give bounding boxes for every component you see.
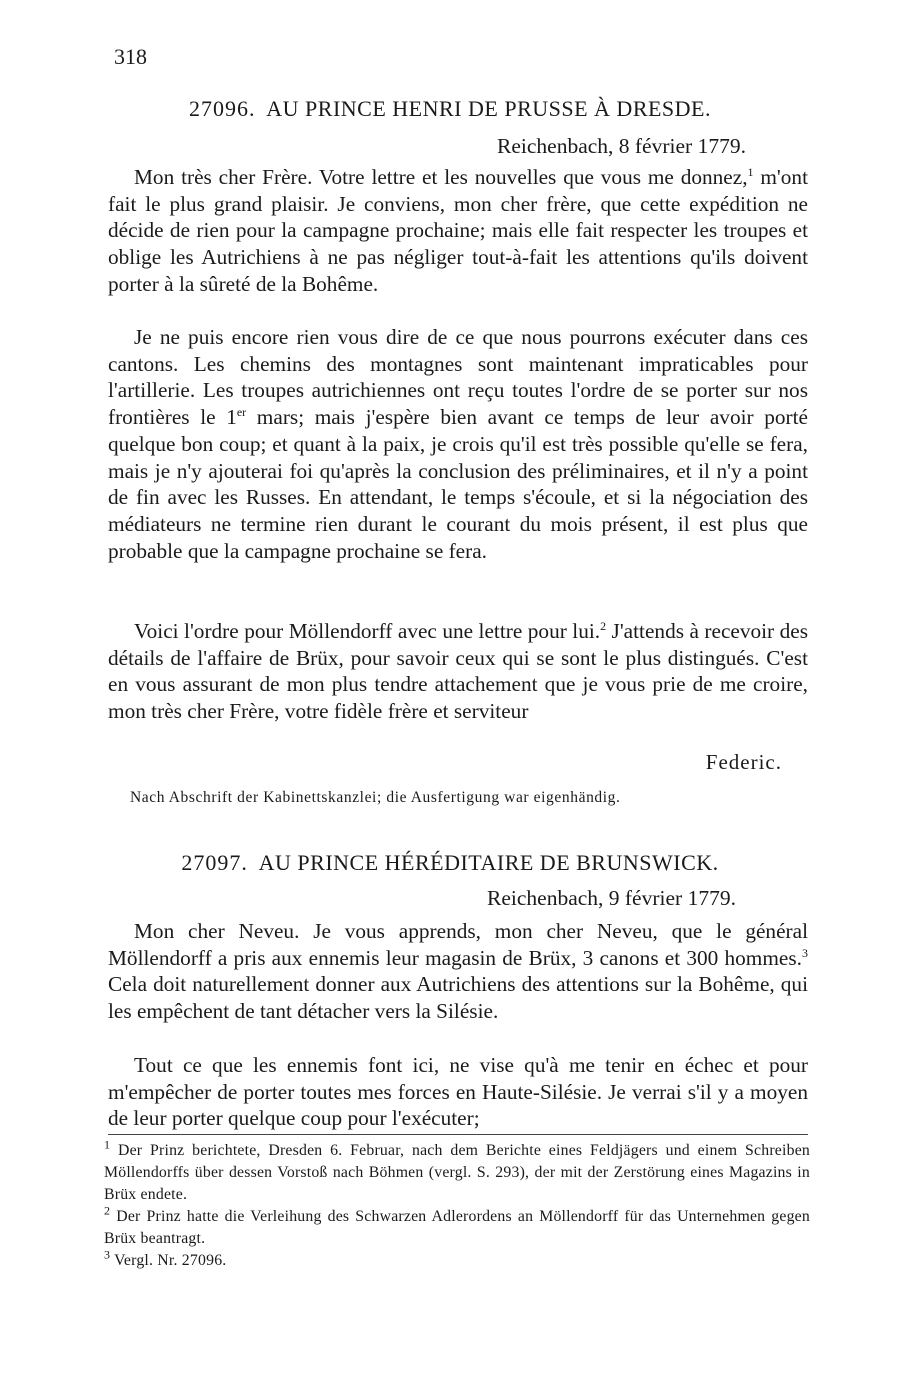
- letter-heading: [0, 850, 900, 876]
- footnote-divider: [108, 1134, 808, 1135]
- letter-number: 27096.: [188, 96, 256, 121]
- superscript: er: [236, 405, 247, 420]
- footnote: $^2$ Der Prinz hatte die Verleihung des Schwarzen Adlerordens an Möllendorff für das Unternehmen gegen Brüx beantragt.: [104, 1203, 810, 1247]
- footnote: $^1$ Der Prinz berichtete, Dresden 6. Februar, nach dem Berichte eines Feldjägers und einem Schreiben Möllendorffs über dessen Vorstoß nach Böhmen (vergl. S. 293), der mit der Zerstörung eines Magazins in Brüx endete.: [104, 1137, 811, 1203]
- letter-paragraph: Tout ce que les ennemis font ici, ne vise qu'à me tenir en échec et pour m'empêcher de porter toutes mes forces en Haute-Silésie. Je verrai s'il y a moyen de leur porter quelque coup pour l'exécuter;: [108, 1053, 808, 1131]
- source-note: Nach Abschrift der Kabinettskanzlei; die Ausfertigung war eigenhändig.: [130, 789, 621, 806]
- page-number: 318: [114, 44, 147, 69]
- footnote-ref: 1: [747, 164, 754, 179]
- letter-heading: [0, 96, 900, 122]
- letter-title: AU PRINCE HÉRÉDITAIRE DE BRUNSWICK.: [258, 850, 719, 875]
- letter-dateline: Reichenbach, 9 février 1779.: [487, 886, 736, 910]
- letter-paragraph: Mon cher Neveu. Je vous apprends, mon cher Neveu, que le général Möllendorff a pris aux ennemis leur magasin de Brüx, 3 canons et 300 hommes.$^3$ Cela doit naturellement donner aux Autrichiens des attentions sur la Bohême, qui les empêchent de tant détacher vers la Silésie.: [108, 919, 808, 1024]
- letter-number: 27097.: [181, 850, 248, 875]
- footnote: $^3$ Vergl. Nr. 27096.: [104, 1247, 227, 1269]
- letter-paragraph: Mon très cher Frère. Votre lettre et les nouvelles que vous me donnez,$^1$ m'ont fait le plus grand plaisir. Je conviens, mon cher frère, que cette expédition ne décide de rien pour la campagne prochaine; mais elle fait respecter les troupes et oblige les Autrichiens à ne pas négliger tout-à-fait les attentions qu'ils doivent porter à la sûreté de la Bohême.: [108, 164, 808, 296]
- footnotes: [104, 1137, 811, 1272]
- letter-paragraph: Voici l'ordre pour Möllendorff avec une lettre pour lui.$^2$ J'attends à recevoir des détails de l'affaire de Brüx, pour savoir ceux qui se sont le plus distingués. C'est en vous assurant de mon plus tendre attachement que je vous prie de me croire, mon très cher Frère, votre fidèle frère et serviteur: [108, 618, 809, 724]
- letter-title: AU PRINCE HENRI DE PRUSSE À DRESDE.: [266, 96, 711, 121]
- letter-paragraph: Je ne puis encore rien vous dire de ce que nous pourrons exécuter dans ces cantons. Les chemins des montagnes sont maintenant impraticables pour l'artillerie. Les troupes autrichiennes ont reçu toutes l'ordre de se porter sur nos frontières le 1er mars; mais j'espère bien avant ce temps de leur avoir porté quelque bon coup; et quant à la paix, je crois qu'il est très possible qu'elle se fera, mais je n'y ajouterai foi qu'après la conclusion des préliminaires, et il n'y a point de fin avec les Russes. En attendant, le temps s'écoule, et si la négociation des médiateurs ne termine rien durant le courant du mois présent, il est plus que probable que la campagne prochaine se fera.: [108, 325, 808, 563]
- letter-dateline: Reichenbach, 8 février 1779.: [497, 134, 746, 158]
- footnote-ref: 3: [802, 945, 808, 960]
- footnote-ref: 2: [600, 618, 607, 633]
- signature: Federic.: [705, 750, 782, 774]
